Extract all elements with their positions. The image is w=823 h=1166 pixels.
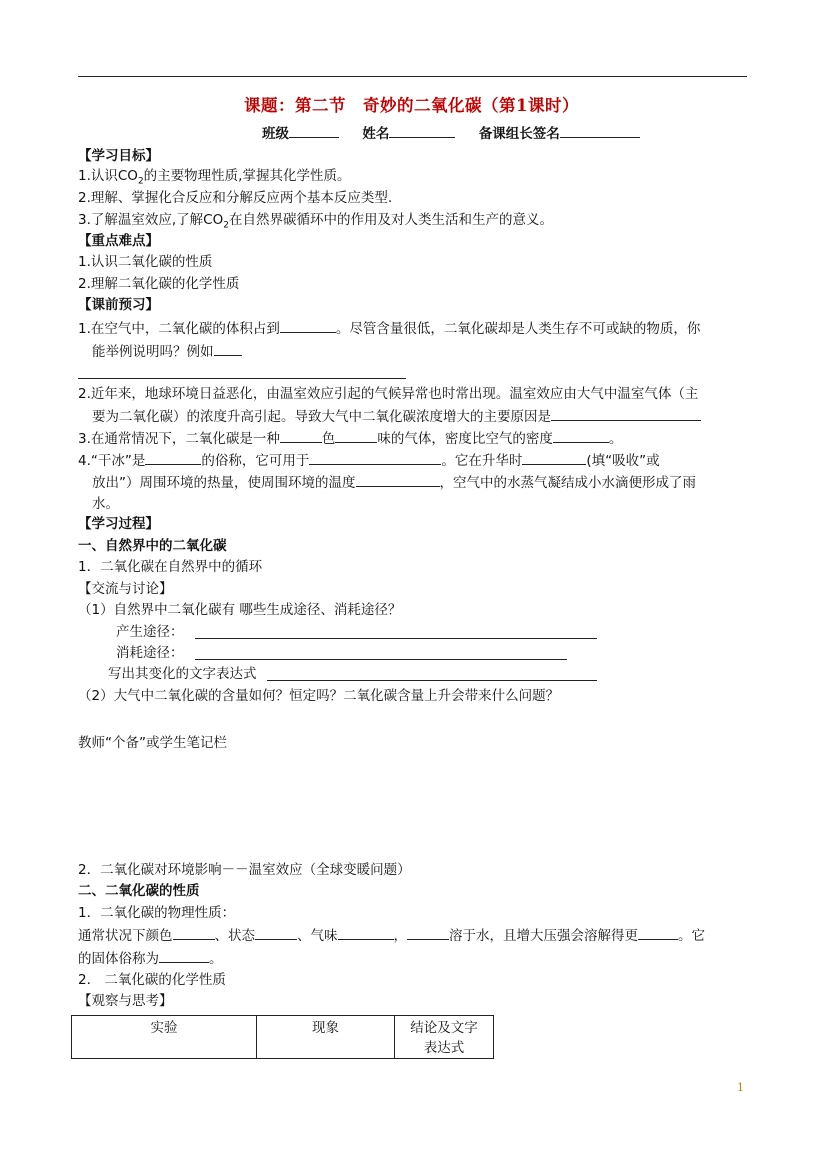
- preview-q4: 4.“干冰”是 的俗称，它可用于 。它在升华时 (填“吸收”或: [78, 450, 660, 471]
- blank-phys-more[interactable]: [638, 925, 678, 940]
- sign-label: 备课组长签名: [478, 126, 560, 142]
- produce-answer-line[interactable]: [195, 638, 597, 639]
- blank-temperature[interactable]: [356, 472, 440, 487]
- key-1: 1.认识二氧化碳的性质: [78, 254, 213, 270]
- physical-properties: 通常状况下颜色 、状态 、气味 ， 溶于水，且增大压强会溶解得更 。它: [78, 925, 705, 946]
- discuss-heading: 【交流与讨论】: [78, 581, 173, 597]
- preview-q3: 3.在通常情况下，二氧化碳是一种 色 味的气体，密度比空气的密度 。: [78, 428, 622, 449]
- preview-q2: 2.近年来，地球环境日益恶化，由温室效应引起的气候异常也时常出现。温室效应由大气中温室气体（主: [78, 386, 699, 402]
- preview-q4-end: 水。: [92, 496, 119, 512]
- goal-1: 1.认识$CO_2$的主要物理性质,掌握其化学性质。: [78, 168, 351, 187]
- preview-q2-cont: 要为二氧化碳）的浓度升高引起。导致大气中二氧化碳浓度增大的主要原因是: [92, 406, 701, 427]
- answer-line[interactable]: [78, 378, 406, 379]
- part1-item1: 1．二氧化碳在自然界中的循环: [78, 559, 263, 575]
- experiment-table: [71, 1015, 494, 1059]
- blank-phys-color[interactable]: [173, 925, 215, 940]
- table-header-experiment: 实验: [72, 1016, 257, 1059]
- produce-label: 产生途径：: [116, 624, 184, 640]
- part1-item2: 2．二氧化碳对环境影响－－温室效应（全球变暖问题）: [78, 862, 411, 878]
- blank-example[interactable]: [214, 341, 242, 356]
- blank-phys-smell[interactable]: [338, 925, 394, 940]
- class-label: 班级: [262, 126, 289, 142]
- key-heading: 【重点难点】: [78, 233, 159, 249]
- sign-blank[interactable]: [560, 123, 640, 138]
- notes-label: 教师“个备”或学生笔记栏: [78, 735, 227, 751]
- expression-answer-line[interactable]: [267, 680, 597, 681]
- goal-2: 2.理解、掌握化合反应和分解反应两个基本反应类型.: [78, 190, 393, 206]
- blank-use[interactable]: [309, 450, 441, 465]
- header-rule: [78, 76, 747, 77]
- blank-volume[interactable]: [280, 318, 336, 333]
- part1-heading: 一、自然界中的二氧化碳: [78, 538, 227, 554]
- consume-label: 消耗途径：: [116, 645, 184, 661]
- blank-color[interactable]: [280, 428, 322, 443]
- expression-label: 写出其变化的文字表达式: [108, 666, 257, 682]
- name-label: 姓名: [362, 126, 390, 142]
- blank-density[interactable]: [553, 428, 609, 443]
- key-2: 2.理解二氧化碳的化学性质: [78, 276, 240, 292]
- info-line: [262, 123, 640, 144]
- table-header-phenomenon: 现象: [257, 1016, 395, 1059]
- consume-answer-line[interactable]: [195, 659, 567, 660]
- question-1: （1）自然界中二氧化碳有 哪些生成途径、消耗途径？: [78, 602, 402, 618]
- name-blank[interactable]: [389, 123, 455, 138]
- preview-q4-cont: 放出”）周围环境的热量，使周围环境的温度 ，空气中的水蒸气凝结成小水滴便形成了雨: [92, 472, 696, 493]
- blank-solid-name[interactable]: [159, 948, 209, 963]
- process-heading: 【学习过程】: [78, 516, 159, 532]
- part2-item1: 1．二氧化碳的物理性质：: [78, 905, 236, 921]
- blank-absorb[interactable]: [522, 450, 586, 465]
- blank-phys-state[interactable]: [255, 925, 297, 940]
- goals-heading: 【学习目标】: [78, 148, 159, 164]
- table-header-conclusion: 结论及文字 表达式: [395, 1016, 494, 1059]
- blank-reason[interactable]: [551, 406, 701, 421]
- class-blank[interactable]: [289, 123, 339, 138]
- preview-heading: 【课前预习】: [78, 297, 159, 313]
- table-header-row: [72, 1016, 494, 1059]
- observe-heading: 【观察与思考】: [78, 993, 173, 1009]
- blank-dry-ice[interactable]: [145, 450, 201, 465]
- page-title: 课题：第二节 奇妙的二氧化碳（第1课时）: [244, 96, 579, 115]
- goal-3: 3.了解温室效应,了解$CO_2$在自然界碳循环中的作用及对人类生活和生产的意义。: [78, 212, 553, 231]
- part2-item2: 2. 二氧化碳的化学性质: [78, 972, 226, 988]
- physical-properties-cont: 的固体俗称为 。: [78, 948, 223, 969]
- part2-heading: 二、二氧化碳的性质: [78, 883, 200, 899]
- page-number: 1: [737, 1081, 744, 1094]
- blank-phys-solubility[interactable]: [407, 925, 449, 940]
- preview-q1: 1.在空气中，二氧化碳的体积占到 。尽管含量很低，二氧化碳却是人类生存不可或缺的物质，你: [78, 318, 700, 339]
- blank-smell[interactable]: [335, 428, 377, 443]
- preview-q1-cont: 能举例说明吗？例如: [92, 341, 242, 362]
- question-2: （2）大气中二氧化碳的含量如何？恒定吗？二氧化碳含量上升会带来什么问题？: [78, 688, 560, 704]
